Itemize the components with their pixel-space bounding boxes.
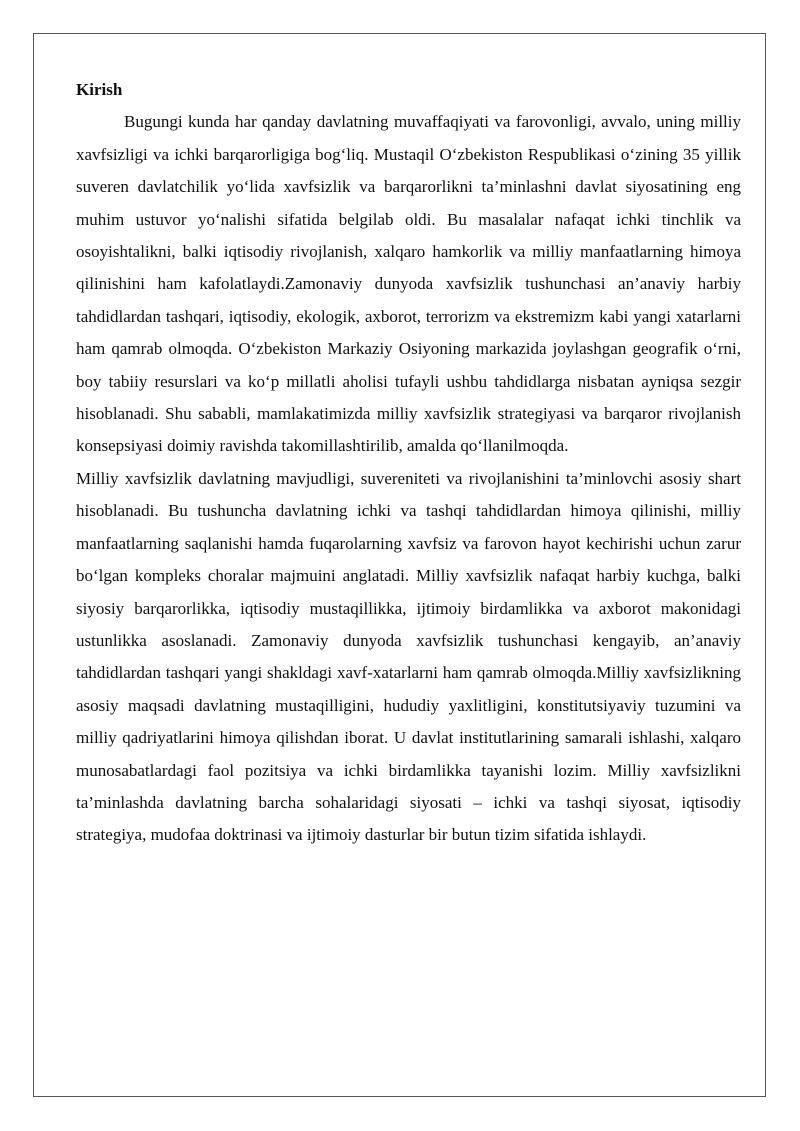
document-body xyxy=(76,74,741,852)
section-heading: Kirish xyxy=(76,80,123,99)
paragraph-national-security: Milliy xavfsizlik davlatning mavjudligi, suvereniteti va rivojlanishini ta’minlovchi asosiy shart hisoblanadi. Bu tushuncha davlatning ichki va tashqi tahdidlardan himoya qilinishi, milliy manfaatlarning saqlanishi hamda fuqarolarning xavfsiz va farovon hayot kechirishi uchun zarur boʻlgan kompleks choralar majmuini anglatadi. Milliy xavfsizlik nafaqat harbiy kuchga, balki siyosiy barqarorlikka, iqtisodiy mustaqillikka, ijtimoiy birdamlikka va axborot makonidagi ustunlikka asoslanadi. Zamonaviy dunyoda xavfsizlik tushunchasi kengayib, an’anaviy tahdidlardan tashqari yangi shakldagi xavf-xatarlarni ham qamrab olmoqda.Milliy xavfsizlikning asosiy maqsadi davlatning mustaqilligini, hududiy yaxlitligini, konstitutsiyaviy tuzumini va milliy qadriyatlarini himoya qilishdan iborat. U davlat institutlarining samarali ishlashi, xalqaro munosabatlardagi faol pozitsiya va ichki birdamlikka tayanishi lozim. Milliy xavfsizlikni ta’minlashda davlatning barcha sohalaridagi siyosati – ichki va tashqi siyosat, iqtisodiy strategiya, mudofaa doktrinasi va ijtimoiy dasturlar bir butun tizim sifatida ishlaydi. xyxy=(76,468,741,845)
paragraph-intro: Bugungi kunda har qanday davlatning muvaffaqiyati va farovonligi, avvalo, uning milliy xavfsizligi va ichki barqarorligiga bogʻliq. Mustaqil Oʻzbekiston Respublikasi oʻzining 35 yillik suveren davlatchilik yoʻlida xavfsizlik va barqarorlikni ta’minlashni davlat siyosatining eng muhim ustuvor yoʻnalishi sifatida belgilab oldi. Bu masalalar nafaqat ichki tinchlik va osoyishtalikni, balki iqtisodiy rivojlanish, xalqaro hamkorlik va milliy manfaatlarning himoya qilinishini ham kafolatlaydi.Zamonaviy dunyoda xavfsizlik tushunchasi an’anaviy harbiy tahdidlardan tashqari, iqtisodiy, ekologik, axborot, terrorizm va ekstremizm kabi yangi xatarlarni ham qamrab olmoqda. Oʻzbekiston Markaziy Osiyoning markazida joylashgan geografik oʻrni, boy tabiiy resurslari va koʻp millatli aholisi tufayli ushbu tahdidlarga nisbatan ayniqsa sezgir hisoblanadi. Shu sababli, mamlakatimizda milliy xavfsizlik strategiyasi va barqaror rivojlanish konsepsiyasi doimiy ravishda takomillashtirilib, amalda qoʻllanilmoqda. xyxy=(76,112,741,456)
